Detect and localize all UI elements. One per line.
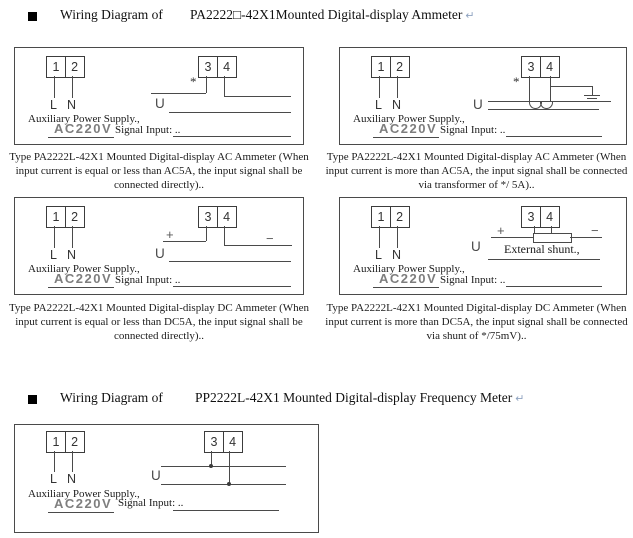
u-label: U [471, 239, 481, 254]
terminal-3: 3 [521, 56, 541, 78]
wire [550, 86, 592, 87]
minus-sign: − [591, 223, 599, 238]
wire [224, 96, 291, 97]
aux-power-label: Auxiliary Power Supply., [353, 113, 465, 125]
terminal-1: 1 [46, 56, 66, 78]
voltage-label: AC220V [54, 271, 113, 286]
wire [224, 226, 225, 245]
external-shunt-label: External shunt., [504, 242, 580, 256]
plus-sign: + [497, 223, 505, 238]
wire [72, 451, 73, 472]
minus-sign: − [266, 231, 274, 246]
signal-input-label: Signal Input: .. [115, 274, 181, 286]
wire [151, 93, 206, 94]
label-n: N [392, 248, 402, 262]
u-label: U [155, 96, 165, 111]
voltage-label: AC220V [54, 121, 113, 136]
wire [54, 76, 55, 98]
underline [48, 512, 114, 513]
conductor-line [161, 484, 286, 485]
label-n: N [67, 472, 77, 486]
ground-icon [587, 98, 597, 99]
wire [592, 86, 593, 95]
wire [206, 226, 207, 241]
header2-prefix: Wiring Diagram of [60, 390, 163, 405]
signal-underline [173, 510, 279, 511]
wire [224, 245, 292, 246]
terminal-block-signal [521, 56, 560, 78]
wire [397, 76, 398, 98]
label-l: L [50, 472, 57, 486]
header2-model: PP2222L-42X1 Mounted Digital-display Frequency Meter [195, 390, 513, 405]
diagram-dc-direct [14, 197, 304, 295]
label-l: L [50, 248, 57, 262]
signal-input-label: Signal Input: .. [440, 124, 506, 136]
label-l: L [50, 98, 57, 112]
signal-input-label: Signal Input: .. [118, 497, 184, 509]
junction-dot [209, 464, 213, 468]
aux-power-label: Auxiliary Power Supply., [28, 113, 140, 125]
wire [551, 226, 552, 233]
plus-sign: + [166, 227, 174, 242]
caption-ac-direct: Type PA2222L-42X1 Mounted Digital-display AC Ammeter (When input current is equal or less than AC5A, the input signal shall be connected directly).. [9, 151, 309, 191]
underline [48, 287, 114, 288]
terminal-4: 4 [223, 431, 243, 453]
header1-model: PA2222□-42X1Mounted Digital-display Ammeter [190, 7, 463, 22]
caption-dc-shunt: Type PA2222L-42X1 Mounted Digital-display DC Ammeter (When input current is more than DC5A, the input signal shall be connected via shunt of */75mV).. [325, 302, 628, 342]
aux-power-label: Auxiliary Power Supply., [28, 263, 140, 275]
diagram-frequency-meter [14, 424, 319, 533]
signal-underline [506, 286, 602, 287]
signal-underline [173, 286, 291, 287]
terminal-1: 1 [46, 431, 66, 453]
terminal-4: 4 [540, 206, 560, 228]
bullet-square-icon [28, 395, 37, 404]
terminal-block-signal [204, 431, 243, 453]
aux-power-label: Auxiliary Power Supply., [353, 263, 465, 275]
diagram-ac-transformer [339, 47, 627, 145]
u-label: U [151, 468, 161, 483]
u-underline [169, 112, 291, 113]
voltage-label: AC220V [379, 121, 438, 136]
terminal-2: 2 [390, 206, 410, 228]
terminal-block-power [46, 431, 85, 453]
paragraph-mark-icon: ↵ [465, 10, 475, 22]
terminal-3: 3 [204, 431, 224, 453]
polarity-star: * [513, 74, 520, 89]
polarity-star: * [190, 74, 197, 89]
header1-title [190, 7, 475, 23]
u-label: U [473, 97, 483, 112]
terminal-2: 2 [390, 56, 410, 78]
terminal-block-power [46, 56, 85, 78]
terminal-3: 3 [198, 56, 218, 78]
paragraph-mark-icon: ↵ [515, 393, 525, 405]
caption-ac-transformer: Type PA2222L-42X1 Mounted Digital-display AC Ammeter (When input current is more than AC5A, the input signal shall be connected via transformer of */ 5A).. [325, 151, 628, 191]
u-underline [169, 261, 291, 262]
terminal-block-power [371, 56, 410, 78]
wire [397, 226, 398, 248]
voltage-label: AC220V [54, 496, 113, 511]
label-l: L [375, 98, 382, 112]
u-underline [488, 259, 600, 260]
underline [373, 287, 439, 288]
header2-title [195, 390, 524, 406]
voltage-label: AC220V [379, 271, 438, 286]
wire [54, 451, 55, 472]
label-l: L [375, 248, 382, 262]
wire [379, 226, 380, 248]
underline [48, 137, 114, 138]
bullet-square-icon [28, 12, 37, 21]
wire [54, 226, 55, 248]
diagram-ac-direct [14, 47, 304, 145]
diagram-dc-shunt [339, 197, 627, 295]
terminal-block-signal [198, 56, 237, 78]
caption-dc-direct: Type PA2222L-42X1 Mounted Digital-display DC Ammeter (When input current is equal or less than DC5A, the input signal shall be connected directly).. [8, 302, 310, 342]
u-label: U [155, 246, 165, 261]
terminal-4: 4 [217, 56, 237, 78]
terminal-block-signal [521, 206, 560, 228]
ct-coil-icon [540, 101, 553, 109]
wire [72, 76, 73, 98]
terminal-1: 1 [371, 56, 391, 78]
terminal-1: 1 [46, 206, 66, 228]
terminal-2: 2 [65, 56, 85, 78]
ground-icon [584, 95, 600, 96]
wire [206, 76, 207, 93]
conductor-line [161, 466, 286, 467]
terminal-block-power [371, 206, 410, 228]
label-n: N [67, 248, 77, 262]
signal-input-label: Signal Input: .. [440, 274, 506, 286]
terminal-block-signal [198, 206, 237, 228]
terminal-4: 4 [217, 206, 237, 228]
wire [229, 451, 230, 484]
terminal-1: 1 [371, 206, 391, 228]
header1-prefix: Wiring Diagram of [60, 7, 163, 22]
wire [550, 76, 551, 102]
wire [72, 226, 73, 248]
label-n: N [392, 98, 402, 112]
signal-underline [173, 136, 291, 137]
terminal-3: 3 [521, 206, 541, 228]
conductor-line [488, 101, 611, 102]
terminal-2: 2 [65, 206, 85, 228]
terminal-3: 3 [198, 206, 218, 228]
label-n: N [67, 98, 77, 112]
wire [224, 76, 225, 96]
underline [373, 137, 439, 138]
terminal-2: 2 [65, 431, 85, 453]
conductor-line [488, 109, 599, 110]
wire [529, 76, 530, 102]
junction-dot [227, 482, 231, 486]
wire [534, 226, 535, 233]
signal-underline [506, 136, 602, 137]
wire [379, 76, 380, 98]
signal-input-label: Signal Input: .. [115, 124, 181, 136]
terminal-block-power [46, 206, 85, 228]
terminal-4: 4 [540, 56, 560, 78]
aux-power-label: Auxiliary Power Supply., [28, 488, 140, 500]
